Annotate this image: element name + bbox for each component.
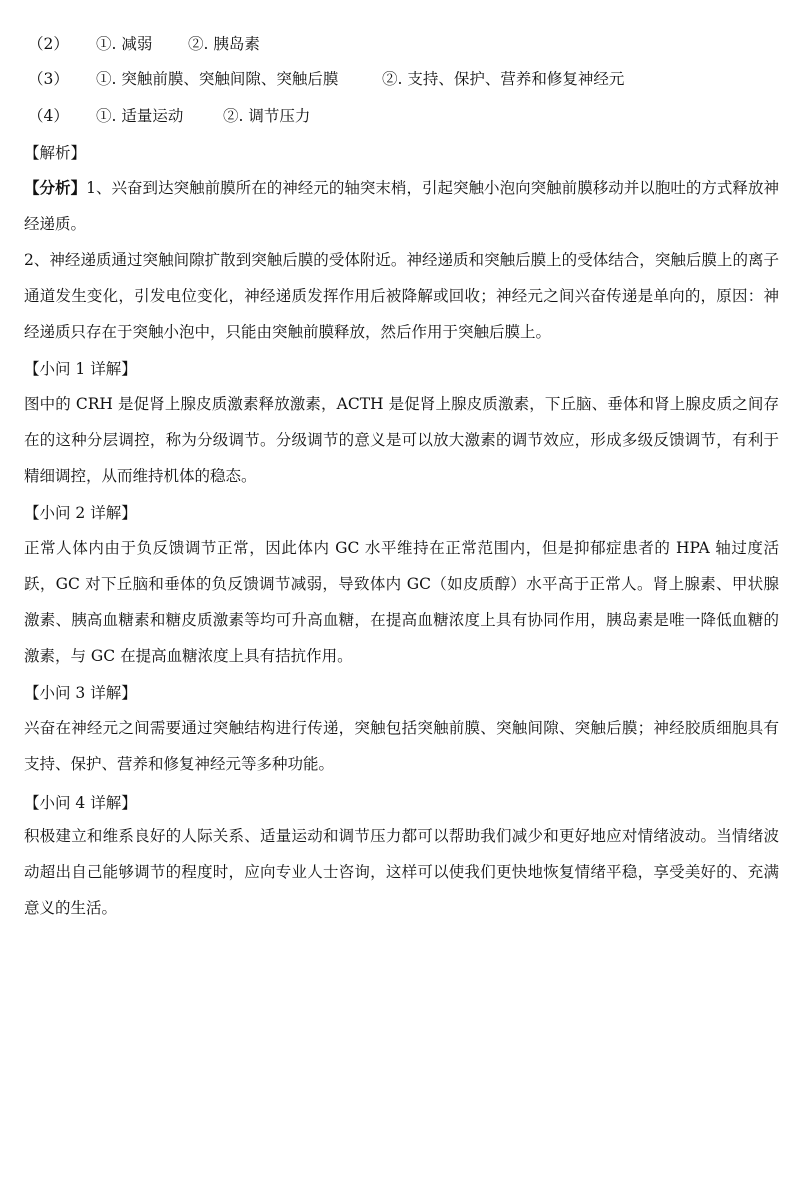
question-1-text: 图中的 CRH 是促肾上腺皮质激素释放激素，ACTH 是促肾上腺皮质激素，下丘脑、垂体和肾上腺皮质之间存在的这种分层调控，称为分级调节。分级调节的意义是可以放大激素的调节效应，形成多级反馈调节，有利于精细调控，从而维持机体的稳态。 (24, 395, 779, 485)
answer-number: （2） (28, 35, 69, 53)
question-4-heading: 【小问 4 详解】 (24, 794, 137, 812)
answer-part-2: ②. 胰岛素 (188, 35, 260, 53)
question-1-heading: 【小问 1 详解】 (24, 360, 137, 378)
question-3-text: 兴奋在神经元之间需要通过突触结构进行传递，突触包括突触前膜、突触间隙、突触后膜；神经胶质细胞具有支持、保护、营养和修复神经元等多种功能。 (24, 719, 779, 773)
question-4-text: 积极建立和维系良好的人际关系、适量运动和调节压力都可以帮助我们减少和更好地应对情绪波动。当情绪波动超出自己能够调节的程度时，应向专业人士咨询，这样可以使我们更快地恢复情绪平稳，享受美好的、充满意义的生活。 (24, 827, 779, 917)
answer-number: （3） (28, 70, 69, 88)
answer-part-1: ①. 适量运动 (96, 107, 184, 125)
analysis-label: 【分析】 (24, 178, 87, 197)
answer-part-2: ②. 调节压力 (223, 107, 311, 125)
question-3-heading: 【小问 3 详解】 (24, 684, 137, 702)
question-2-text: 正常人体内由于负反馈调节正常，因此体内 GC 水平维持在正常范围内，但是抑郁症患者的 HPA 轴过度活跃，GC 对下丘脑和垂体的负反馈调节减弱，导致体内 GC（如皮质醇）水平高于正常人。肾上腺素、甲状腺激素、胰高血糖素和糖皮质激素等均可升高血糖，在提高血糖浓度上具有协同作用，胰岛素是唯一降低血糖的激素，与 GC 在提高血糖浓度上具有拮抗作用。 (24, 539, 779, 665)
answer-number: （4） (28, 107, 69, 125)
answer-part-1: ①. 突触前膜、突触间隙、突触后膜 (96, 70, 339, 88)
analysis-heading: 【解析】 (24, 144, 87, 162)
answer-part-1: ①. 减弱 (96, 35, 153, 53)
answer-part-2: ②. 支持、保护、营养和修复神经元 (382, 70, 625, 88)
analysis-paragraph-1 (24, 170, 779, 242)
analysis-text-1: 1、兴奋到达突触前膜所在的神经元的轴突末梢，引起突触小泡向突触前膜移动并以胞吐的方式释放神经递质。 (24, 179, 779, 233)
analysis-paragraph-2: 2、神经递质通过突触间隙扩散到突触后膜的受体附近。神经递质和突触后膜上的受体结合，突触后膜上的离子通道发生变化，引发电位变化，神经递质发挥作用后被降解或回收；神经元之间兴奋传递是单向的，原因：神经递质只存在于突触小泡中，只能由突触前膜释放，然后作用于突触后膜上。 (24, 251, 779, 341)
question-2-heading: 【小问 2 详解】 (24, 504, 137, 522)
